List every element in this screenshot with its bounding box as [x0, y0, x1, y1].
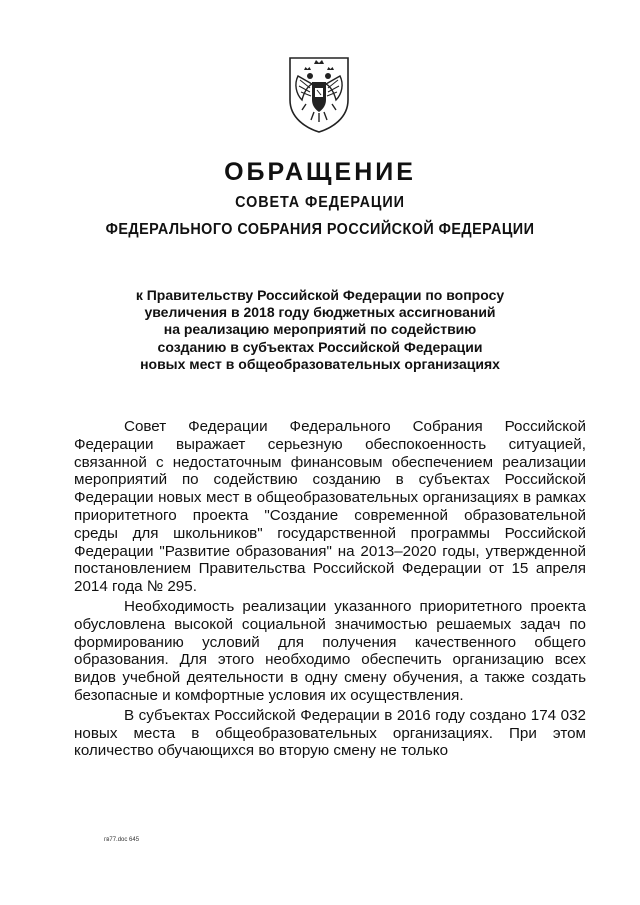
body-paragraph: Совет Федерации Федерального Собрания Российской Федерации выражает серьезную обеспокоенность ситуацией, связанной с недостаточным финансовым обеспечением реализации мероприятий по содействию созданию в субъектах Российской Федерации новых мест в общеобразовательных организациях в рамках приоритетного проекта "Создание современной образовательной среды для школьников" государственной программы Российской Федерации "Развитие образования" на 2013–2020 годы, утвержденной постановлением Правительства Российской Федерации от 15 апреля 2014 года № 295.	[74, 418, 586, 596]
subject-line: новых мест в общеобразовательных организациях	[140, 355, 500, 372]
body-paragraph: В субъектах Российской Федерации в 2016 году создано 174 032 новых места в общеобразовательных организациях. При этом количество обучающихся во вторую смену не только	[74, 706, 586, 760]
emblem	[284, 54, 354, 134]
document-title: ОБРАЩЕНИЕ	[224, 158, 416, 186]
issuer-line-1: СОВЕТА ФЕДЕРАЦИИ	[235, 194, 405, 211]
document-code: гв77.doc 645	[104, 837, 140, 843]
subject-line: созданию в субъектах Российской Федерации	[157, 338, 483, 355]
document-body	[74, 418, 586, 760]
body-paragraph: Необходимость реализации указанного приоритетного проекта обусловлена высокой социальной значимостью решаемых задач по формированию условий для получения качественного общего образования. Для этого необходимо обеспечить организацию всех видов учебной деятельности в одну смену обучения, а также создать безопасные и комфортные условия их осуществления.	[74, 597, 586, 704]
subject-line: увеличения в 2018 году бюджетных ассигнований	[144, 304, 496, 321]
subject-line: к Правительству Российской Федерации по вопросу	[135, 287, 505, 303]
subject-line: на реализацию мероприятий по содействию	[163, 321, 477, 338]
document-subject	[90, 287, 550, 373]
coat-of-arms-icon	[284, 54, 354, 134]
issuer-line-2: ФЕДЕРАЛЬНОГО СОБРАНИЯ РОССИЙСКОЙ ФЕДЕРАЦИИ	[105, 221, 535, 238]
